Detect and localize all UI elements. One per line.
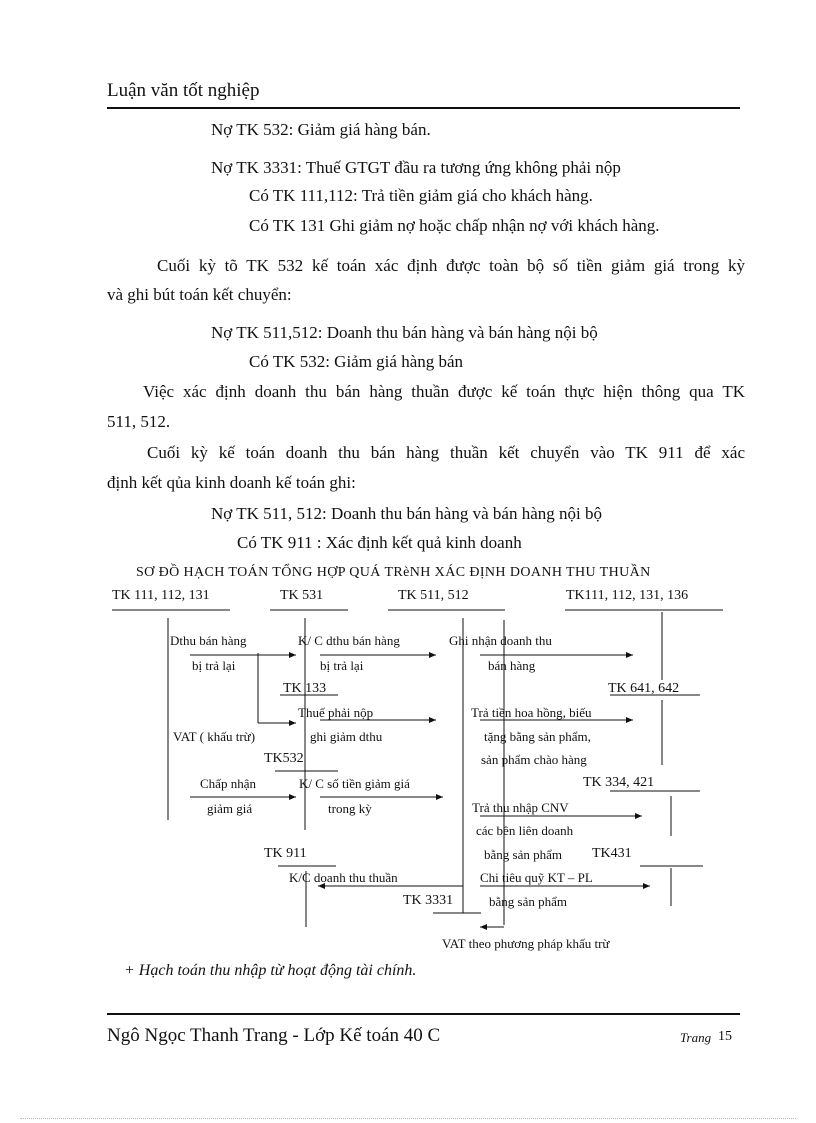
flow-label: Chi tiêu quỹ KT – PL [480,870,593,885]
entry-line: Nợ TK 532: Giảm giá hàng bán. [211,120,431,139]
flow-label: sản phẩm chào hàng [481,752,587,767]
entry-line: Nợ TK 511,512: Doanh thu bán hàng và bán hàng nội bộ [211,323,598,342]
account-label: TK 111, 112, 131 [112,588,210,603]
flow-label: bán hàng [488,658,536,673]
account-label: TK 133 [283,681,327,696]
entry-line: Có TK 131 Ghi giảm nợ hoặc chấp nhận nợ với khách hàng. [249,216,660,235]
paragraph-line: định kết qủa kinh doanh kế toán ghi: [107,473,356,492]
paragraph-line: Cuối kỳ tõ TK 532 kế toán xác định được toàn bộ số tiền giảm giá trong kỳ [157,256,745,275]
flow-label: Dthu bán hàng [170,633,247,648]
paragraph-line: Cuối kỳ kế toán doanh thu bán hàng thuần kết chuyển vào TK 911 để xác [147,443,745,462]
diagram-title: SƠ ĐỒ HẠCH TOÁN TỔNG HỢP QUÁ TRèNH XÁC ĐỊNH DOANH THU THUẦN [136,565,651,580]
flow-label: K/ C dthu bán hàng [298,633,400,648]
footer-page-number: 15 [718,1029,732,1044]
flow-label: VAT theo phương pháp khấu trừ [442,936,610,951]
entry-line: Nợ TK 511, 512: Doanh thu bán hàng và bán hàng nội bộ [211,504,602,523]
page-edge-dots [20,1118,796,1119]
flow-label: các bên liên doanh [476,823,574,838]
account-label: TK 3331 [403,893,454,908]
account-label: TK431 [592,846,632,861]
account-label: TK 511, 512 [398,588,469,603]
flow-label: Trả thu nhập CNV [472,800,569,815]
flow-label: Chấp nhận [200,776,256,791]
flow-label: Thuế phải nộp [298,705,374,720]
entry-line: Có TK 532: Giảm giá hàng bán [249,352,464,371]
account-label: TK 911 [264,846,307,861]
flow-label: bằng sản phẩm [489,894,567,909]
paragraph-line: Việc xác định doanh thu bán hàng thuần được kế toán thực hiện thông qua TK [143,382,745,401]
paragraph-line: và ghi bút toán kết chuyển: [107,285,292,304]
flow-label: bị trả lại [192,658,236,673]
running-header: Luận văn tốt nghiệp [107,80,260,101]
paragraph-line: 511, 512. [107,412,171,431]
flow-label: trong kỳ [328,801,372,816]
footer-rule [107,1013,740,1015]
flow-label: bị trả lại [320,658,364,673]
flow-label: bằng sản phẩm [484,847,562,862]
footer-page-word: Trang [680,1030,712,1045]
account-label: TK 531 [280,588,324,603]
account-label: TK 641, 642 [608,681,680,696]
flow-label: K/ C số tiền giảm giá [299,776,410,791]
flow-label: VAT ( khấu trừ) [173,729,256,744]
entry-line: Có TK 911 : Xác định kết quả kinh doanh [237,533,522,552]
account-label: TK111, 112, 131, 136 [566,588,689,603]
flow-label: Ghi nhận doanh thu [449,633,552,648]
footer-author: Ngô Ngọc Thanh Trang - Lớp Kế toán 40 C [107,1025,441,1046]
account-label: TK532 [264,751,304,766]
flow-label: giảm giá [207,801,253,816]
section-subheading: + Hạch toán thu nhập từ hoạt động tài chính. [124,962,417,979]
flow-label: ghi giảm dthu [310,729,383,744]
entry-line: Có TK 111,112: Trả tiền giảm giá cho khách hàng. [249,186,593,205]
account-label: TK 334, 421 [583,775,655,790]
flow-label: Trả tiền hoa hồng, biếu [471,705,592,720]
entry-line: Nợ TK 3331: Thuế GTGT đầu ra tương ứng không phải nộp [211,158,621,177]
flow-label: tặng bằng sản phẩm, [484,729,591,744]
flow-label: K/C doanh thu thuần [289,870,398,885]
